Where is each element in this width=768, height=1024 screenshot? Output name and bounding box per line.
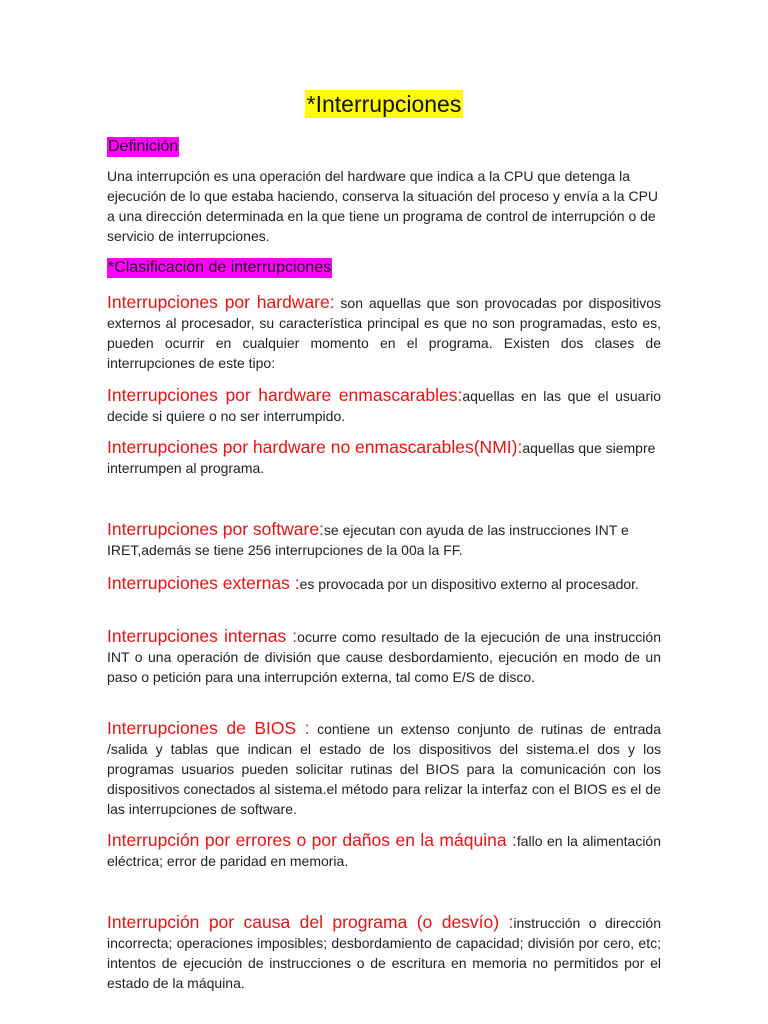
item-lead: Interrupciones externas : xyxy=(107,573,300,593)
item-lead: Interrupciones por hardware enmascarables: xyxy=(107,385,463,405)
item-text: aquellas que siempre interrumpen al programa. xyxy=(107,440,656,476)
item-text: instrucción o dirección incorrecta; operaciones imposibles; desbordamiento de capacidad; división por cero, etc; intentos de ejecución de instrucciones o de escritura en memoria no permitidos por el estado de la máquina. xyxy=(107,915,661,991)
item-lead: Interrupción por errores o por daños en la máquina : xyxy=(107,830,517,850)
item-text: se ejecutan con ayuda de las instrucciones INT e IRET,además se tiene 256 interrupciones de la 00a la FF. xyxy=(107,522,629,558)
title-container xyxy=(0,90,768,118)
item-lead: Interrupciones internas : xyxy=(107,626,298,646)
item-lead: Interrupciones de BIOS : xyxy=(107,718,310,738)
item-externas xyxy=(107,573,661,594)
page-title: *Interrupciones xyxy=(306,91,462,117)
item-internas xyxy=(107,626,661,687)
item-text: contiene un extenso conjunto de rutinas de entrada /salida y tablas que indican el estado de los dispositivos del sistema.el dos y los programas usuarios pueden solicitar rutinas del BIOS para la comunicación con los dispositivos conectados al sistema.el método para relizar la interfaz con el BIOS es el de las interrupciones de software. xyxy=(107,721,661,817)
item-lead: Interrupciones por hardware: xyxy=(107,292,335,312)
item-lead: Interrupciones por hardware no enmascarables(NMI): xyxy=(107,437,523,457)
heading-definicion: Definición xyxy=(108,138,179,155)
item-hardware-no-enmascarables xyxy=(107,437,661,478)
item-bios xyxy=(107,718,661,819)
item-hardware xyxy=(107,292,661,373)
item-text: son aquellas que son provocadas por dispositivos externos al procesador, su característica principal es que no son programadas, esto es, pueden ocurrir en cualquier momento en el programa. Existen dos clases de interrupciones de este tipo: xyxy=(107,295,661,371)
definicion-paragraph: Una interrupción es una operación del hardware que indica a la CPU que detenga la ejecución de lo que estaba haciendo, conserva la situación del proceso y envía a la CPU a una dirección determinada en la que tiene un programa de control de interrupción o de servicio de interrupciones. xyxy=(107,168,659,244)
item-text: aquellas en las que el usuario decide si quiere o no ser interrumpido. xyxy=(107,388,661,424)
item-programa xyxy=(107,912,661,993)
heading-clasificacion: *Clasificación de interrupciones xyxy=(108,259,332,276)
item-hardware-enmascarables xyxy=(107,385,661,426)
item-software xyxy=(107,519,661,560)
item-text: fallo en la alimentación eléctrica; error de paridad en memoria. xyxy=(107,833,662,869)
item-lead: Interrupciones por software: xyxy=(107,519,324,539)
item-lead: Interrupción por causa del programa (o desvío) : xyxy=(107,912,514,932)
item-text: ocurre como resultado de la ejecución de una instrucción INT o una operación de división que cause desbordamiento, ejecución en modo de un paso o petición para una interrupción externa, tal como E/S de disco. xyxy=(107,629,661,685)
item-text: es provocada por un dispositivo externo al procesador. xyxy=(299,576,639,592)
item-errores xyxy=(107,830,661,871)
